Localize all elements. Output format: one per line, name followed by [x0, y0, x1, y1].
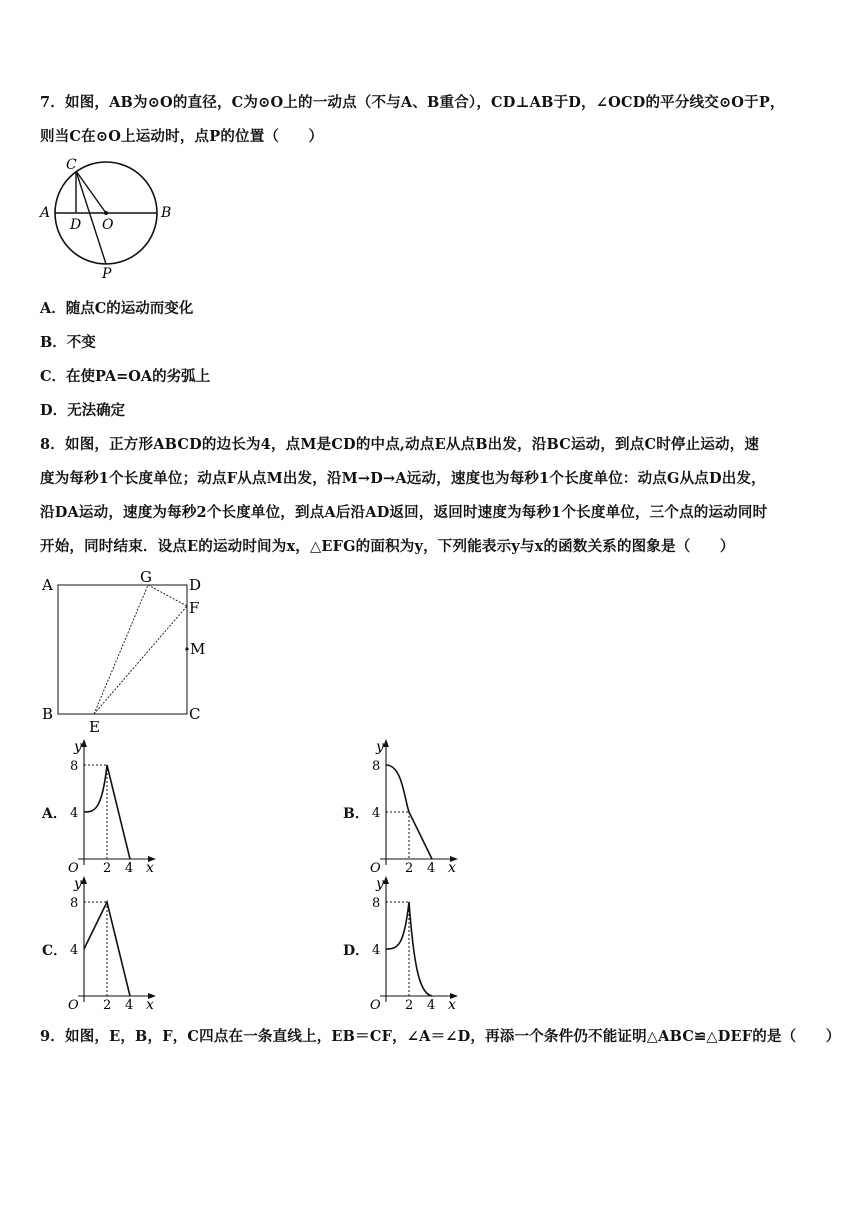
- q8-label-a: A: [42, 576, 53, 594]
- q8-label-f: F: [189, 599, 200, 617]
- q8-segment-ef: [94, 606, 187, 714]
- q7-label-b: B: [161, 205, 172, 221]
- label-4x: 4: [427, 998, 436, 1012]
- label-4: 4: [372, 943, 381, 958]
- label-x: x: [146, 997, 154, 1012]
- q7-label-a: A: [40, 205, 51, 221]
- q7-circle-figure: [36, 155, 186, 280]
- q8-segment-gf: [148, 585, 187, 606]
- label-4x: 4: [125, 998, 134, 1012]
- q8-stem-line3: 沿DA运动，速度为每秒2个长度单位，到点A后沿AD返回，返回时速度为每秒1个长度单位，三个点的运动同时: [40, 504, 768, 521]
- label-y: y: [376, 876, 384, 892]
- curve: [84, 765, 130, 859]
- label-8: 8: [372, 759, 381, 774]
- q7-center-point: [104, 211, 108, 215]
- q7-stem-line2: 则当C在⊙O上运动时，点P的位置（ ）: [40, 128, 324, 145]
- label-4: 4: [70, 943, 79, 958]
- q8-label-d: D: [189, 576, 202, 594]
- label-4: 4: [372, 806, 381, 821]
- q8-label-m: M: [190, 640, 206, 658]
- q8-graph-b: [366, 737, 466, 875]
- q8-graph-d-label: D．: [343, 943, 370, 959]
- q8-square-figure: [38, 568, 213, 738]
- q8-graph-c-label: C．: [42, 943, 68, 959]
- label-x: x: [146, 860, 154, 875]
- curve: [386, 902, 432, 996]
- label-2: 2: [405, 998, 414, 1012]
- q8-graph-a-label: A．: [42, 806, 67, 822]
- label-4x: 4: [427, 861, 436, 875]
- q7-option-d: D．无法确定: [40, 402, 126, 419]
- q7-option-c: C．在使PA=OA的劣弧上: [40, 368, 211, 385]
- curve: [84, 902, 130, 996]
- q8-label-b: B: [42, 705, 54, 723]
- q8-stem-line2: 度为每秒1个长度单位；动点F从点M出发，沿M→D→A远动，速度也为每秒1个长度单位：动点G从点D出发，: [40, 470, 766, 487]
- q8-graph-b-label: B．: [343, 806, 369, 822]
- label-4: 4: [70, 806, 79, 821]
- q7-label-c: C: [66, 157, 77, 173]
- q9-stem-line1: 9．如图，E，B，F，C四点在一条直线上，EB＝CF，∠A＝∠D，再添一个条件仍不能证明△ABC≌△DEF的是（ ）: [40, 1028, 841, 1045]
- q8-segment-eg: [94, 585, 148, 714]
- q8-label-c: C: [189, 705, 201, 723]
- q8-label-e: E: [89, 718, 100, 736]
- q8-graph-d: [366, 874, 466, 1012]
- q8-stem-line4: 开始，同时结束．设点E的运动时间为x，△EFG的面积为y，下列能表示y与x的函数关系的图象是（ ）: [40, 538, 735, 555]
- label-o: O: [370, 998, 381, 1012]
- label-8: 8: [70, 759, 79, 774]
- q8-graph-c: [64, 874, 164, 1012]
- q7-option-b: B．不变: [40, 334, 96, 351]
- q8-graph-a: [64, 737, 164, 875]
- label-o: O: [370, 861, 381, 875]
- q7-segment-co: [76, 171, 106, 213]
- q8-stem-line1: 8．如图，正方形ABCD的边长为4，点M是CD的中点,动点E从点B出发，沿BC运动，到点C时停止运动，速: [40, 436, 760, 453]
- label-o: O: [68, 861, 79, 875]
- label-o: O: [68, 998, 79, 1012]
- label-8: 8: [372, 896, 381, 911]
- q7-label-o: O: [102, 217, 114, 233]
- label-2: 2: [103, 861, 112, 875]
- label-2: 2: [103, 998, 112, 1012]
- label-4x: 4: [125, 861, 134, 875]
- label-y: y: [376, 739, 384, 755]
- label-2: 2: [405, 861, 414, 875]
- label-8: 8: [70, 896, 79, 911]
- label-y: y: [74, 739, 82, 755]
- q7-label-p: P: [102, 266, 112, 280]
- q8-label-g: G: [140, 568, 152, 586]
- q7-stem-line1: 7．如图，AB为⊙O的直径，C为⊙O上的一动点（不与A、B重合），CD⊥AB于D，∠OCD的平分线交⊙O于P，: [40, 94, 785, 111]
- q7-option-a: A．随点C的运动而变化: [40, 300, 194, 317]
- label-x: x: [448, 860, 456, 875]
- label-y: y: [74, 876, 82, 892]
- label-x: x: [448, 997, 456, 1012]
- q7-label-d: D: [70, 217, 82, 233]
- q8-square-abcd: [58, 585, 187, 714]
- q8-point-m: [185, 647, 188, 650]
